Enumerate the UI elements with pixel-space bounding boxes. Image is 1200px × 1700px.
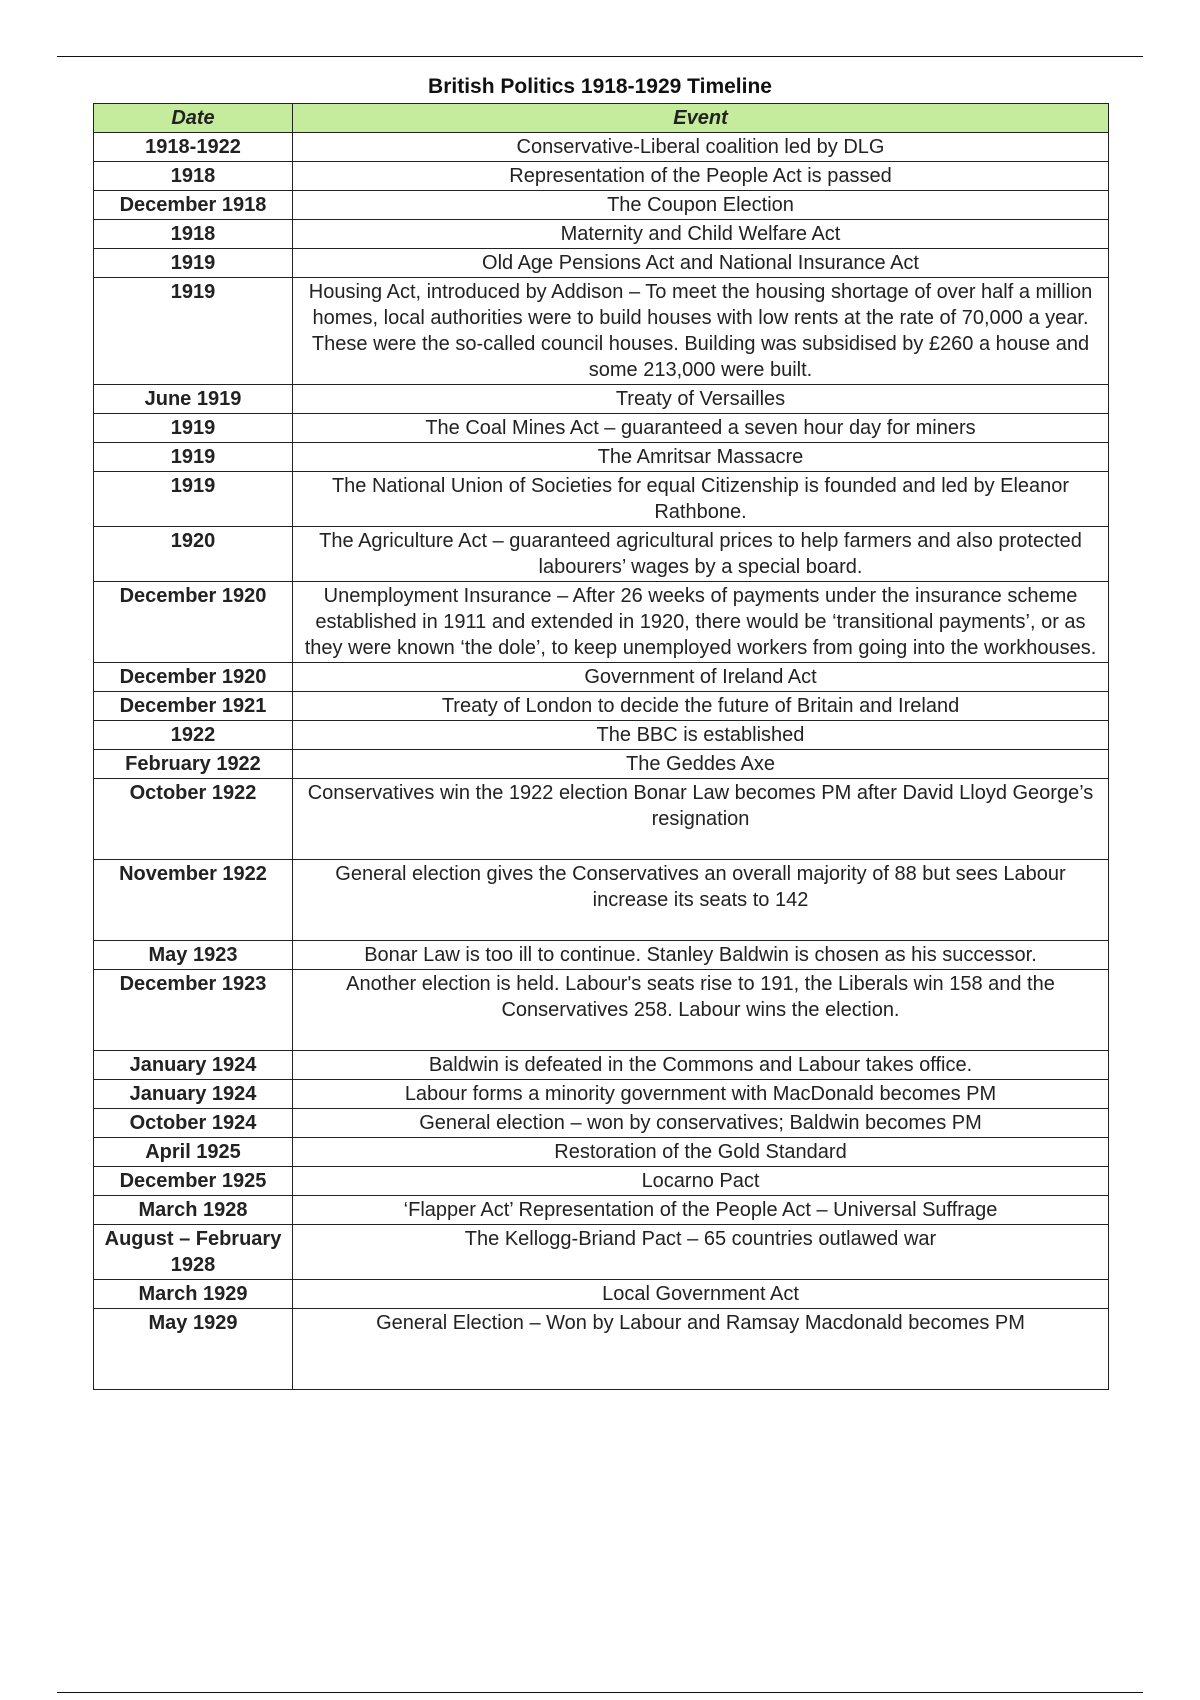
- row-date: December 1921: [94, 692, 293, 721]
- table-row: [94, 1309, 1109, 1390]
- row-date: August – February 1928: [94, 1225, 293, 1280]
- table-row: [94, 663, 1109, 692]
- timeline-body: [94, 133, 1109, 1390]
- row-event: The Coal Mines Act – guaranteed a seven hour day for miners: [293, 414, 1109, 443]
- row-event: Government of Ireland Act: [293, 663, 1109, 692]
- row-event: General Election – Won by Labour and Ramsay Macdonald becomes PM: [293, 1309, 1109, 1390]
- row-event: Bonar Law is too ill to continue. Stanley Baldwin is chosen as his successor.: [293, 941, 1109, 970]
- row-event: General election gives the Conservatives an overall majority of 88 but sees Labour increase its seats to 142: [293, 860, 1109, 941]
- row-date: 1922: [94, 721, 293, 750]
- row-event: Locarno Pact: [293, 1167, 1109, 1196]
- row-date: December 1923: [94, 970, 293, 1051]
- row-date: 1919: [94, 414, 293, 443]
- row-date: 1920: [94, 527, 293, 582]
- row-event: Another election is held. Labour's seats rise to 191, the Liberals win 158 and the Conservatives 258. Labour wins the election.: [293, 970, 1109, 1051]
- row-date: June 1919: [94, 385, 293, 414]
- row-event: Conservative-Liberal coalition led by DLG: [293, 133, 1109, 162]
- table-row: [94, 1080, 1109, 1109]
- row-date: March 1929: [94, 1280, 293, 1309]
- table-header-row: [94, 104, 1109, 133]
- row-event: Baldwin is defeated in the Commons and Labour takes office.: [293, 1051, 1109, 1080]
- column-header-date: Date: [94, 104, 293, 133]
- table-row: [94, 1138, 1109, 1167]
- table-row: [94, 385, 1109, 414]
- table-row: [94, 249, 1109, 278]
- table-row: [94, 941, 1109, 970]
- row-date: December 1920: [94, 663, 293, 692]
- table-row: [94, 721, 1109, 750]
- table-row: [94, 692, 1109, 721]
- row-event: Treaty of London to decide the future of Britain and Ireland: [293, 692, 1109, 721]
- table-row: [94, 220, 1109, 249]
- table-row: [94, 162, 1109, 191]
- table-row: [94, 414, 1109, 443]
- row-date: January 1924: [94, 1051, 293, 1080]
- row-date: October 1924: [94, 1109, 293, 1138]
- table-row: [94, 1225, 1109, 1280]
- row-date: February 1922: [94, 750, 293, 779]
- table-row: [94, 1280, 1109, 1309]
- row-event: Housing Act, introduced by Addison – To meet the housing shortage of over half a million homes, local authorities were to build houses with low rents at the rate of 70,000 a year. These were the so-called council houses. Building was subsidised by £260 a house and some 213,000 were built.: [293, 278, 1109, 385]
- row-date: 1918: [94, 162, 293, 191]
- table-row: [94, 133, 1109, 162]
- table-row: [94, 750, 1109, 779]
- table-row: [94, 527, 1109, 582]
- row-date: December 1920: [94, 582, 293, 663]
- row-date: May 1929: [94, 1309, 293, 1390]
- row-event: Restoration of the Gold Standard: [293, 1138, 1109, 1167]
- timeline-table: [93, 103, 1109, 1390]
- table-row: [94, 278, 1109, 385]
- row-event: The Kellogg-Briand Pact – 65 countries outlawed war: [293, 1225, 1109, 1280]
- row-event: The Agriculture Act – guaranteed agricultural prices to help farmers and also protected labourers’ wages by a special board.: [293, 527, 1109, 582]
- table-row: [94, 1196, 1109, 1225]
- row-date: May 1923: [94, 941, 293, 970]
- row-date: March 1928: [94, 1196, 293, 1225]
- row-event: Labour forms a minority government with MacDonald becomes PM: [293, 1080, 1109, 1109]
- row-date: 1919: [94, 443, 293, 472]
- table-row: [94, 443, 1109, 472]
- page-title: British Politics 1918-1929 Timeline: [428, 75, 772, 98]
- row-event: Local Government Act: [293, 1280, 1109, 1309]
- row-event: Treaty of Versailles: [293, 385, 1109, 414]
- table-row: [94, 472, 1109, 527]
- row-date: 1918: [94, 220, 293, 249]
- table-row: [94, 1167, 1109, 1196]
- top-rule: [57, 56, 1143, 57]
- table-row: [94, 779, 1109, 860]
- row-event: Conservatives win the 1922 election Bonar Law becomes PM after David Lloyd George’s resignation: [293, 779, 1109, 860]
- row-date: 1919: [94, 472, 293, 527]
- row-event: The BBC is established: [293, 721, 1109, 750]
- row-date: 1919: [94, 278, 293, 385]
- table-row: [94, 582, 1109, 663]
- row-event: Old Age Pensions Act and National Insurance Act: [293, 249, 1109, 278]
- row-date: April 1925: [94, 1138, 293, 1167]
- row-event: ‘Flapper Act’ Representation of the People Act – Universal Suffrage: [293, 1196, 1109, 1225]
- row-event: The Coupon Election: [293, 191, 1109, 220]
- row-event: Maternity and Child Welfare Act: [293, 220, 1109, 249]
- row-date: 1918-1922: [94, 133, 293, 162]
- table-row: [94, 1109, 1109, 1138]
- row-date: December 1925: [94, 1167, 293, 1196]
- table-row: [94, 970, 1109, 1051]
- row-date: January 1924: [94, 1080, 293, 1109]
- row-event: The National Union of Societies for equal Citizenship is founded and led by Eleanor Rathbone.: [293, 472, 1109, 527]
- table-row: [94, 1051, 1109, 1080]
- row-event: Representation of the People Act is passed: [293, 162, 1109, 191]
- row-event: Unemployment Insurance – After 26 weeks of payments under the insurance scheme established in 1911 and extended in 1920, there would be ‘transitional payments’, or as they were known ‘the dole’, to keep unemployed workers from going into the workhouses.: [293, 582, 1109, 663]
- row-event: The Geddes Axe: [293, 750, 1109, 779]
- row-date: November 1922: [94, 860, 293, 941]
- row-date: 1919: [94, 249, 293, 278]
- bottom-rule: [57, 1692, 1143, 1693]
- row-event: The Amritsar Massacre: [293, 443, 1109, 472]
- column-header-event: Event: [293, 104, 1109, 133]
- row-date: October 1922: [94, 779, 293, 860]
- row-date: December 1918: [94, 191, 293, 220]
- row-event: General election – won by conservatives; Baldwin becomes PM: [293, 1109, 1109, 1138]
- table-row: [94, 191, 1109, 220]
- table-row: [94, 860, 1109, 941]
